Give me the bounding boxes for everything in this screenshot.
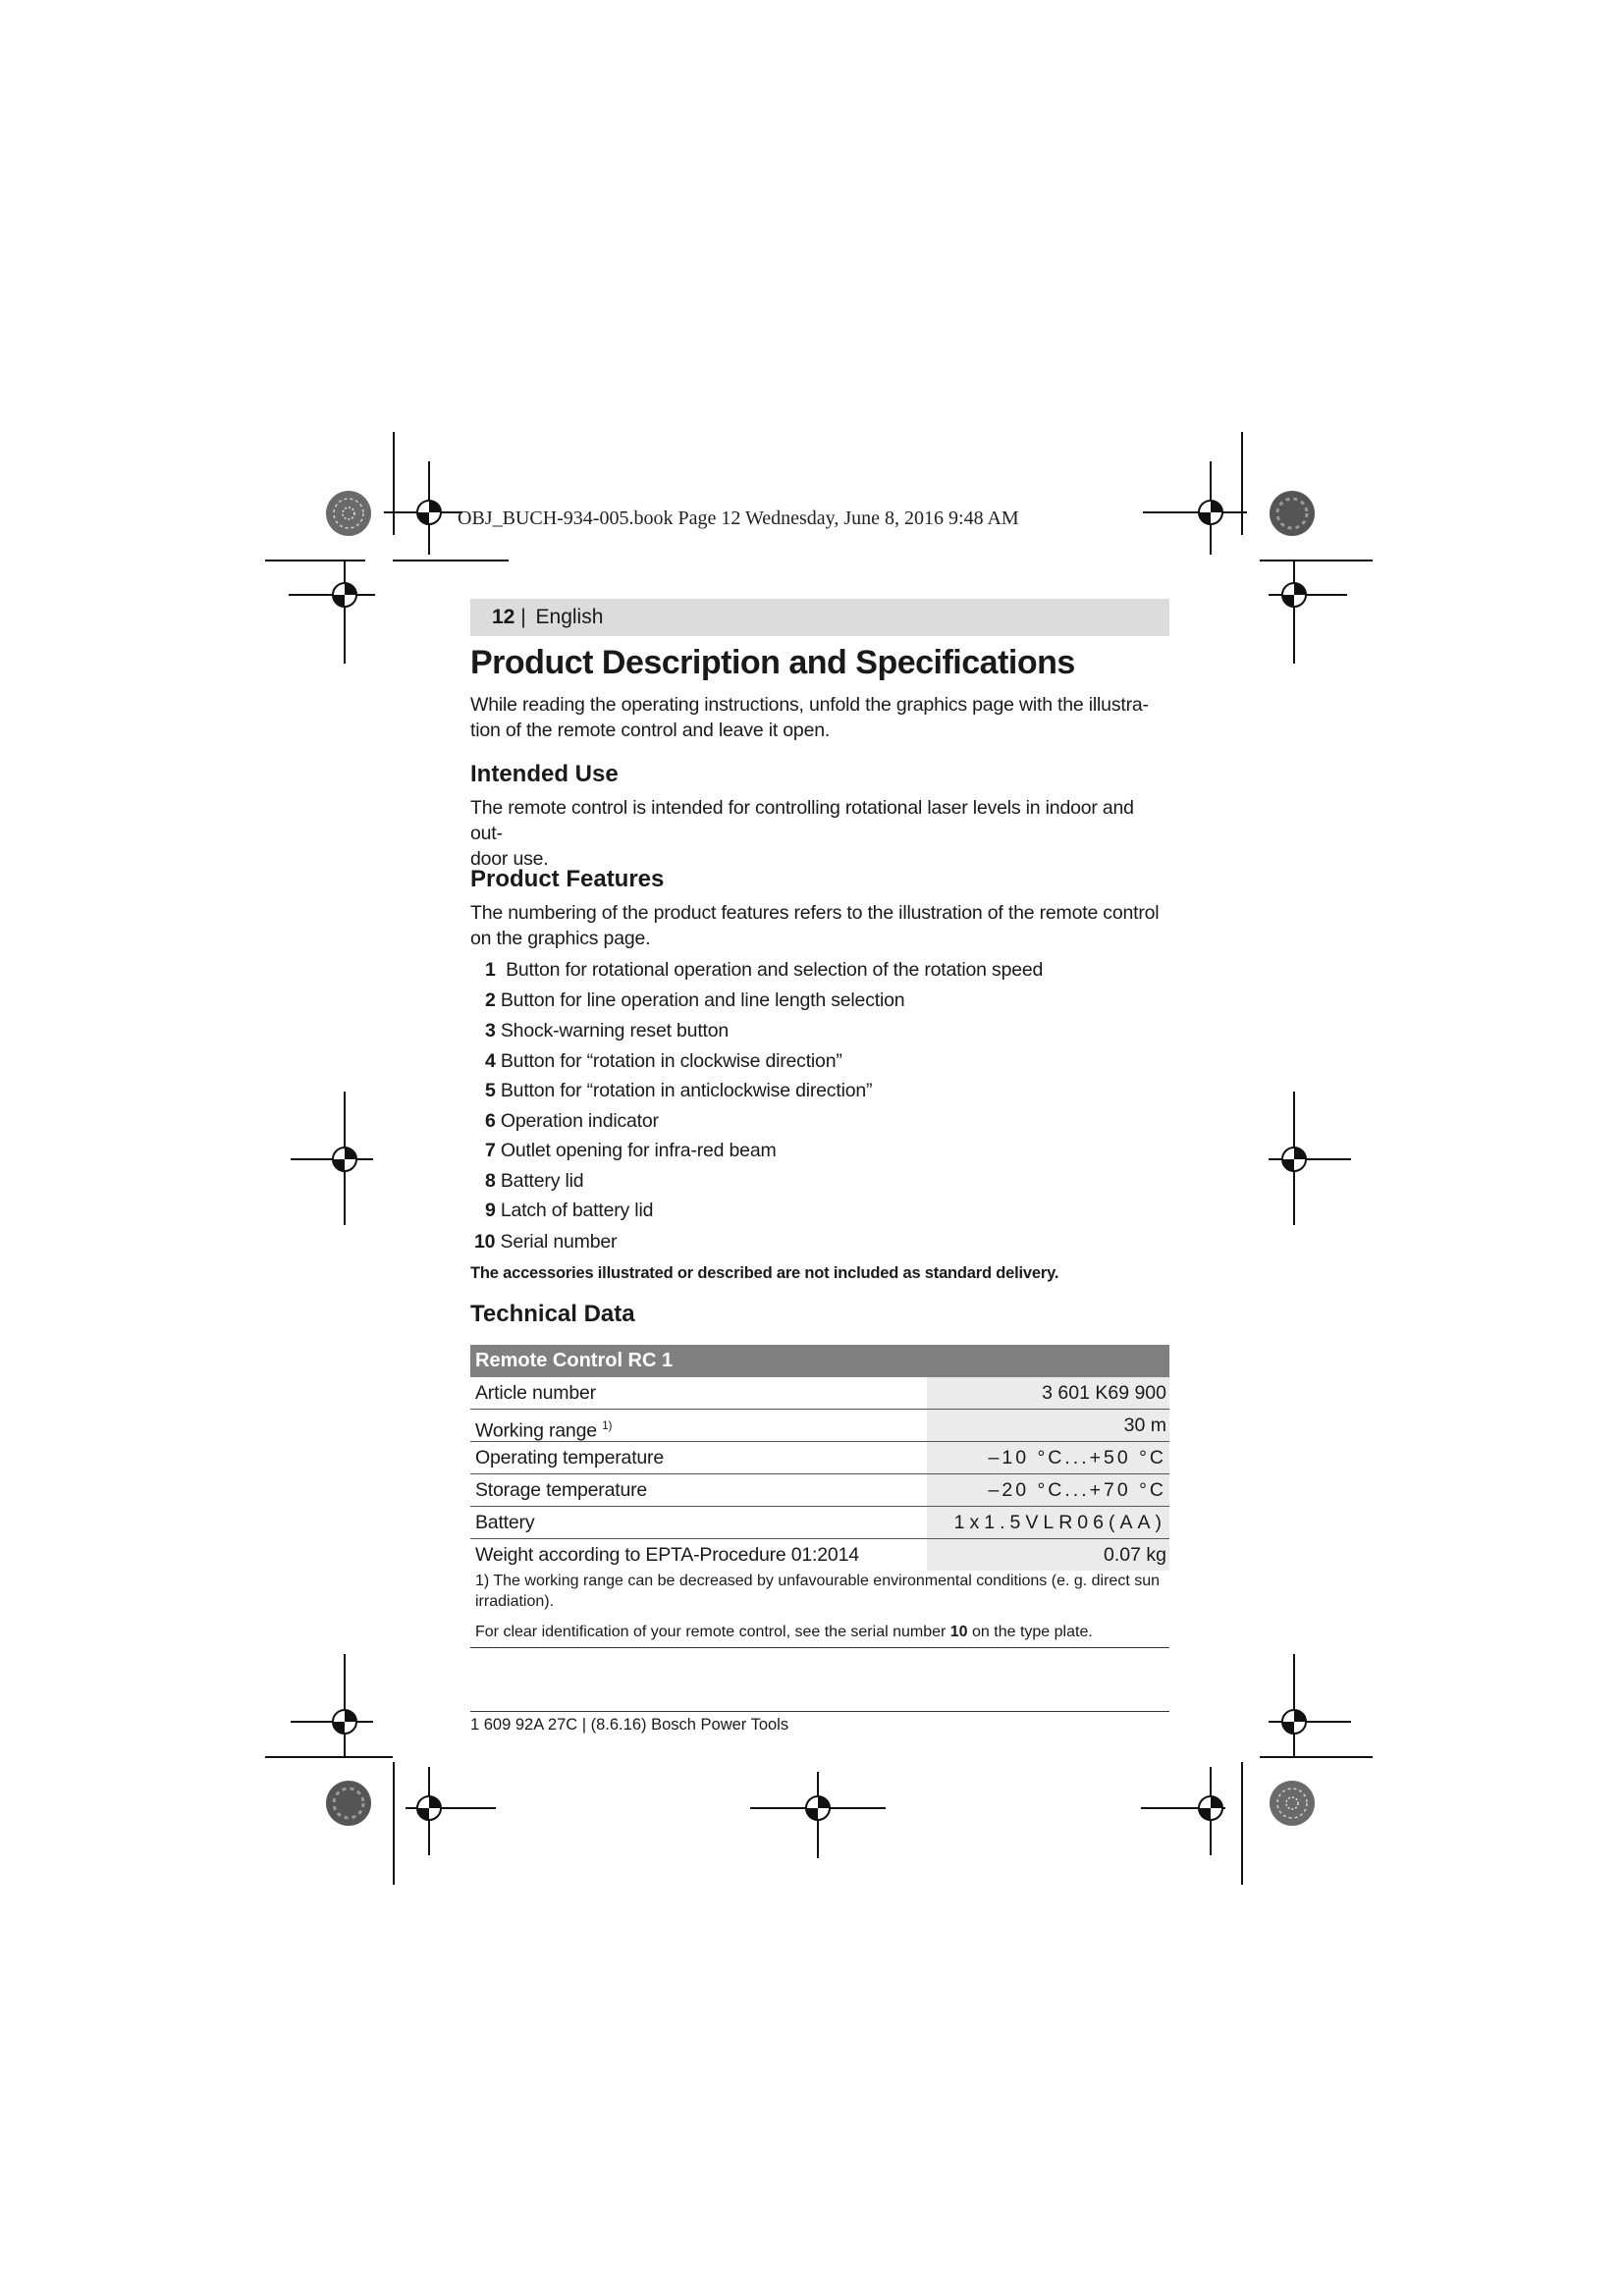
features-line: The numbering of the product features refers to the illustration of the remote control <box>470 902 1160 924</box>
footnote-line: 1) The working range can be decreased by unfavourable environmental conditions (e. g. direct sun <box>475 1573 1161 1589</box>
feature-text: Button for rotational operation and selection of the rotation speed <box>506 959 1044 981</box>
feature-text: Latch of battery lid <box>500 1200 654 1221</box>
intended-use-heading: Intended Use <box>470 761 619 787</box>
page-footer: 1 609 92A 27C | (8.6.16) Bosch Power Tools <box>470 1716 789 1734</box>
feature-text: Battery lid <box>500 1170 584 1192</box>
footnote-marker: 1) <box>602 1418 613 1432</box>
feature-item <box>485 959 1043 982</box>
feature-number: 7 <box>485 1140 496 1161</box>
features-line: on the graphics page. <box>470 928 651 949</box>
feature-text: Button for “rotation in clockwise direction” <box>500 1050 842 1072</box>
row-label: Article number <box>475 1382 596 1404</box>
table-row <box>470 1539 1169 1571</box>
feature-item <box>485 1110 659 1133</box>
intended-use-line: door use. <box>470 848 549 870</box>
feature-number: 6 <box>485 1110 496 1132</box>
row-label: Operating temperature <box>475 1447 664 1468</box>
row-label-text: Working range <box>475 1419 597 1442</box>
row-value: 3 601 K69 900 <box>1042 1382 1166 1404</box>
feature-number: 1 <box>485 959 496 981</box>
feature-number: 9 <box>485 1200 496 1221</box>
row-value-cell <box>927 1442 1169 1473</box>
features-paragraph <box>470 900 1169 951</box>
serial-note-text: on the type plate. <box>967 1624 1093 1640</box>
row-value: –20 °C...+70 °C <box>988 1479 1166 1501</box>
feature-text: Serial number <box>500 1231 618 1253</box>
intro-paragraph <box>470 692 1169 743</box>
table-row <box>470 1474 1169 1507</box>
row-label <box>475 1410 612 1447</box>
intended-use-line: The remote control is intended for controlling rotational laser levels in indoor and out- <box>470 797 1134 844</box>
page-number: 12 <box>492 606 515 628</box>
footnote-line: irradiation). <box>475 1593 555 1610</box>
header-separator: | <box>520 606 526 628</box>
technical-data-heading: Technical Data <box>470 1301 635 1327</box>
row-value: 30 m <box>1123 1415 1166 1436</box>
page-title: Product Description and Specifications <box>470 644 1075 681</box>
feature-text: Operation indicator <box>500 1110 659 1132</box>
feature-number: 3 <box>485 1020 496 1041</box>
intro-line: tion of the remote control and leave it open. <box>470 720 831 741</box>
footer-rule <box>470 1711 1169 1712</box>
working-range-footnote <box>475 1571 1163 1612</box>
table-row <box>470 1377 1169 1410</box>
feature-number: 2 <box>485 989 496 1011</box>
feature-text: Button for line operation and line length selection <box>500 989 905 1011</box>
row-value: 1x1.5VLR06(AA) <box>953 1512 1166 1533</box>
row-value: 0.07 kg <box>1104 1544 1166 1566</box>
serial-note-number: 10 <box>949 1624 968 1640</box>
row-value-cell <box>927 1377 1169 1409</box>
row-value-cell <box>927 1474 1169 1506</box>
serial-note-text: For clear identification of your remote control, see the serial number <box>475 1624 950 1640</box>
page-header-bar <box>470 599 1169 636</box>
feature-text: Outlet opening for infra-red beam <box>500 1140 777 1161</box>
technical-data-table <box>470 1345 1169 1571</box>
row-value-cell <box>927 1539 1169 1571</box>
feature-item <box>485 1020 729 1042</box>
feature-number: 10 <box>474 1231 496 1253</box>
table-row <box>470 1442 1169 1474</box>
feature-number: 8 <box>485 1170 496 1192</box>
feature-item <box>485 1050 842 1073</box>
feature-item <box>485 1140 777 1162</box>
table-end-rule <box>470 1647 1169 1648</box>
table-row <box>470 1410 1169 1442</box>
feature-item <box>485 1170 583 1193</box>
feature-item <box>485 989 904 1012</box>
accessories-note: The accessories illustrated or described are not included as standard delivery. <box>470 1264 1059 1282</box>
row-label: Battery <box>475 1512 535 1533</box>
row-label: Weight according to EPTA-Procedure 01:2014 <box>475 1544 859 1566</box>
feature-number: 5 <box>485 1080 496 1101</box>
row-value-cell <box>927 1410 1169 1441</box>
table-title: Remote Control RC 1 <box>470 1345 1169 1377</box>
feature-text: Shock-warning reset button <box>500 1020 730 1041</box>
product-features-heading: Product Features <box>470 866 665 892</box>
intended-use-paragraph <box>470 795 1169 872</box>
print-slug: OBJ_BUCH-934-005.book Page 12 Wednesday, June 8, 2016 9:48 AM <box>458 507 1019 529</box>
row-label: Storage temperature <box>475 1479 648 1501</box>
table-row <box>470 1507 1169 1539</box>
feature-item <box>474 1231 617 1254</box>
row-value-cell <box>927 1507 1169 1538</box>
feature-item <box>485 1080 872 1102</box>
serial-number-note <box>475 1622 1163 1642</box>
feature-number: 4 <box>485 1050 496 1072</box>
intro-line: While reading the operating instructions, unfold the graphics page with the illustra- <box>470 694 1149 716</box>
header-language: English <box>535 606 604 628</box>
feature-text: Button for “rotation in anticlockwise direction” <box>500 1080 873 1101</box>
row-value: –10 °C...+50 °C <box>988 1447 1166 1468</box>
feature-item <box>485 1200 653 1222</box>
